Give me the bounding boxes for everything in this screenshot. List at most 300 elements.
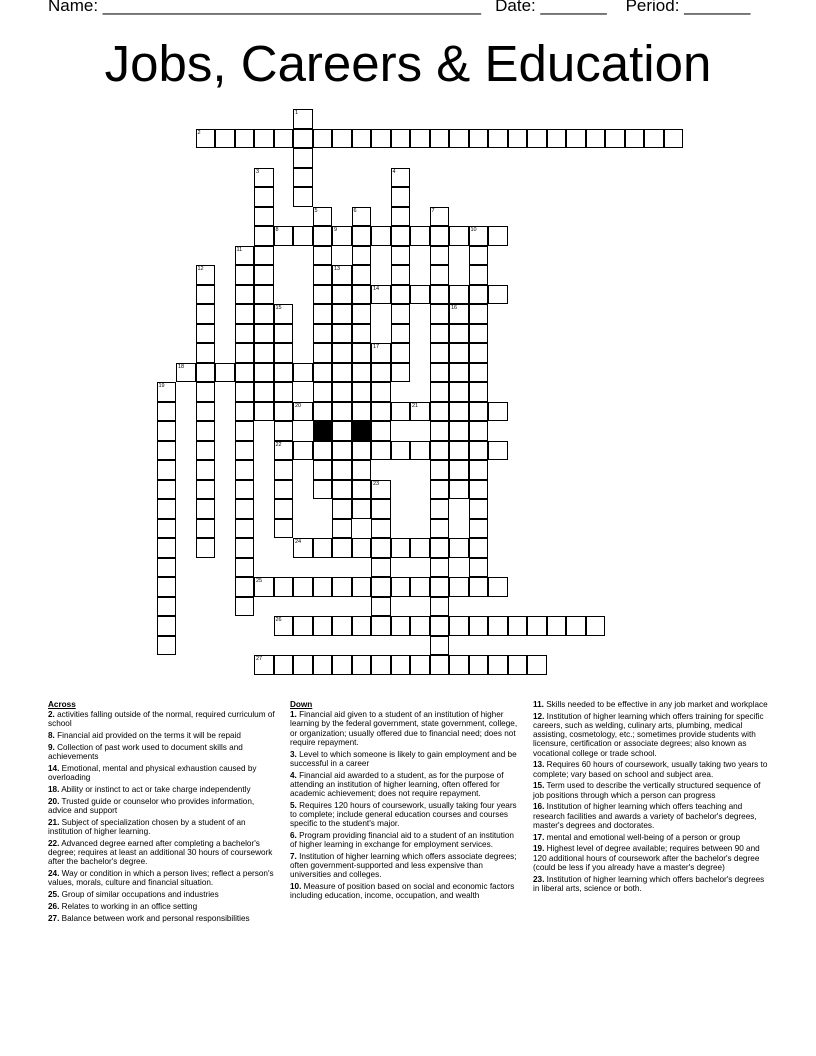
clue-number: 12 bbox=[197, 266, 204, 272]
crossword-cell[interactable] bbox=[527, 655, 547, 675]
crossword-cell[interactable] bbox=[274, 499, 294, 519]
crossword-cell[interactable] bbox=[391, 168, 411, 188]
crossword-cell[interactable] bbox=[391, 538, 411, 558]
crossword-cell[interactable] bbox=[293, 616, 313, 636]
crossword-cell[interactable] bbox=[430, 616, 450, 636]
crossword-cell[interactable] bbox=[469, 616, 489, 636]
clue-text: Trusted guide or counselor who provides information, advice and support bbox=[48, 796, 255, 815]
crossword-cell[interactable] bbox=[254, 226, 274, 246]
crossword-cell[interactable] bbox=[547, 616, 567, 636]
crossword-cell[interactable] bbox=[196, 324, 216, 344]
crossword-cell[interactable] bbox=[157, 636, 177, 656]
crossword-cell[interactable] bbox=[196, 304, 216, 324]
crossword-cell[interactable] bbox=[196, 441, 216, 461]
crossword-cell[interactable] bbox=[469, 363, 489, 383]
crossword-cell[interactable] bbox=[332, 499, 352, 519]
crossword-cell[interactable] bbox=[313, 304, 333, 324]
crossword-cell[interactable] bbox=[371, 421, 391, 441]
crossword-cell[interactable] bbox=[274, 655, 294, 675]
crossword-cell[interactable] bbox=[430, 480, 450, 500]
clue-number-label: 27. bbox=[48, 913, 60, 923]
crossword-cell[interactable] bbox=[293, 538, 313, 558]
crossword-cell[interactable] bbox=[430, 285, 450, 305]
crossword-cell[interactable] bbox=[274, 616, 294, 636]
crossword-cell[interactable] bbox=[254, 304, 274, 324]
crossword-cell[interactable] bbox=[352, 129, 372, 149]
crossword-cell[interactable] bbox=[430, 597, 450, 617]
crossword-cell[interactable] bbox=[449, 577, 469, 597]
crossword-cell[interactable] bbox=[449, 655, 469, 675]
crossword-cell[interactable] bbox=[664, 129, 684, 149]
crossword-cell[interactable] bbox=[430, 655, 450, 675]
crossword-cell[interactable] bbox=[313, 655, 333, 675]
crossword-cell[interactable] bbox=[449, 129, 469, 149]
crossword-cell[interactable] bbox=[235, 519, 255, 539]
down-clue bbox=[533, 875, 769, 893]
crossword-cell[interactable] bbox=[196, 480, 216, 500]
crossword-cell[interactable] bbox=[410, 441, 430, 461]
crossword-cell[interactable] bbox=[352, 460, 372, 480]
crossword-cell[interactable] bbox=[391, 304, 411, 324]
crossword-cell[interactable] bbox=[371, 655, 391, 675]
crossword-cell[interactable] bbox=[352, 363, 372, 383]
crossword-cell[interactable] bbox=[566, 129, 586, 149]
crossword-cell[interactable] bbox=[235, 363, 255, 383]
crossword-cell[interactable] bbox=[157, 597, 177, 617]
crossword-cell[interactable] bbox=[196, 265, 216, 285]
crossword-cell[interactable] bbox=[196, 538, 216, 558]
crossword-cell[interactable] bbox=[488, 285, 508, 305]
crossword-cell[interactable] bbox=[352, 402, 372, 422]
crossword-cell[interactable] bbox=[196, 382, 216, 402]
crossword-cell[interactable] bbox=[352, 304, 372, 324]
crossword-cell[interactable] bbox=[274, 519, 294, 539]
clue-number-label: 13. bbox=[533, 760, 545, 770]
crossword-cell[interactable] bbox=[352, 285, 372, 305]
crossword-cell[interactable] bbox=[313, 538, 333, 558]
crossword-cell[interactable] bbox=[215, 129, 235, 149]
crossword-cell[interactable] bbox=[196, 343, 216, 363]
crossword-cell[interactable] bbox=[196, 402, 216, 422]
crossword-cell[interactable] bbox=[274, 363, 294, 383]
crossword-cell[interactable] bbox=[274, 226, 294, 246]
crossword-cell[interactable] bbox=[274, 421, 294, 441]
crossword-cell[interactable] bbox=[332, 402, 352, 422]
crossword-cell[interactable] bbox=[235, 324, 255, 344]
crossword-cell[interactable] bbox=[488, 616, 508, 636]
crossword-cell[interactable] bbox=[449, 343, 469, 363]
crossword-cell[interactable] bbox=[352, 499, 372, 519]
crossword-cell[interactable] bbox=[605, 129, 625, 149]
crossword-cell[interactable] bbox=[196, 285, 216, 305]
crossword-cell[interactable] bbox=[527, 616, 547, 636]
crossword-cell[interactable] bbox=[371, 441, 391, 461]
crossword-cell[interactable] bbox=[410, 226, 430, 246]
crossword-cell[interactable] bbox=[410, 402, 430, 422]
crossword-cell[interactable] bbox=[313, 441, 333, 461]
crossword-cell[interactable] bbox=[235, 538, 255, 558]
crossword-cell[interactable] bbox=[313, 577, 333, 597]
crossword-cell[interactable] bbox=[469, 519, 489, 539]
crossword-cell[interactable] bbox=[488, 129, 508, 149]
crossword-cell[interactable] bbox=[391, 402, 411, 422]
crossword-cell[interactable] bbox=[449, 421, 469, 441]
crossword-cell[interactable] bbox=[332, 577, 352, 597]
crossword-cell[interactable] bbox=[469, 246, 489, 266]
crossword-cell[interactable] bbox=[157, 538, 177, 558]
crossword-cell[interactable] bbox=[488, 655, 508, 675]
crossword-cell[interactable] bbox=[196, 460, 216, 480]
crossword-cell[interactable] bbox=[469, 129, 489, 149]
crossword-cell[interactable] bbox=[469, 577, 489, 597]
crossword-cell[interactable] bbox=[332, 324, 352, 344]
crossword-cell[interactable] bbox=[371, 129, 391, 149]
crossword-cell[interactable] bbox=[371, 558, 391, 578]
crossword-cell[interactable] bbox=[293, 187, 313, 207]
crossword-cell[interactable] bbox=[371, 577, 391, 597]
crossword-cell[interactable] bbox=[332, 304, 352, 324]
crossword-cell[interactable] bbox=[352, 382, 372, 402]
crossword-cell[interactable] bbox=[293, 109, 313, 129]
crossword-cell[interactable] bbox=[254, 168, 274, 188]
crossword-cell[interactable] bbox=[254, 655, 274, 675]
crossword-cell[interactable] bbox=[371, 499, 391, 519]
crossword-cell[interactable] bbox=[332, 129, 352, 149]
crossword-cell[interactable] bbox=[196, 421, 216, 441]
crossword-cell[interactable] bbox=[488, 441, 508, 461]
crossword-cell[interactable] bbox=[469, 558, 489, 578]
crossword-cell[interactable] bbox=[430, 421, 450, 441]
crossword-cell[interactable] bbox=[235, 577, 255, 597]
crossword-cell[interactable] bbox=[488, 226, 508, 246]
crossword-cell[interactable] bbox=[410, 655, 430, 675]
crossword-cell[interactable] bbox=[235, 382, 255, 402]
crossword-cell[interactable] bbox=[332, 363, 352, 383]
crossword-cell[interactable] bbox=[430, 226, 450, 246]
crossword-cell[interactable] bbox=[469, 480, 489, 500]
crossword-cell[interactable] bbox=[469, 226, 489, 246]
clue-text: Institution of higher learning which offers teaching and research facilities and awards a variety of bachelor's degrees, master's degrees and doctorates. bbox=[533, 802, 757, 830]
crossword-cell[interactable] bbox=[449, 480, 469, 500]
crossword-cell[interactable] bbox=[293, 655, 313, 675]
crossword-cell[interactable] bbox=[332, 538, 352, 558]
crossword-cell[interactable] bbox=[449, 304, 469, 324]
clue-text: Financial aid awarded to a student, as for the purpose of attending an institution of higher learning, often offered for academic achievement; does not require repayment. bbox=[290, 770, 504, 799]
crossword-cell[interactable] bbox=[274, 129, 294, 149]
crossword-cell[interactable] bbox=[391, 655, 411, 675]
crossword-cell[interactable] bbox=[469, 382, 489, 402]
crossword-cell[interactable] bbox=[293, 577, 313, 597]
crossword-cell[interactable] bbox=[274, 460, 294, 480]
crossword-cell[interactable] bbox=[527, 129, 547, 149]
crossword-cell[interactable] bbox=[313, 382, 333, 402]
crossword-cell[interactable] bbox=[235, 597, 255, 617]
crossword-cell[interactable] bbox=[254, 402, 274, 422]
crossword-cell[interactable] bbox=[235, 343, 255, 363]
crossword-cell[interactable] bbox=[157, 441, 177, 461]
crossword-cell[interactable] bbox=[254, 265, 274, 285]
crossword-cell[interactable] bbox=[196, 363, 216, 383]
crossword-cell[interactable] bbox=[254, 187, 274, 207]
crossword-cell[interactable] bbox=[313, 363, 333, 383]
crossword-cell[interactable] bbox=[371, 285, 391, 305]
crossword-cell[interactable] bbox=[391, 129, 411, 149]
crossword-cell[interactable] bbox=[586, 616, 606, 636]
crossword-cell[interactable] bbox=[157, 460, 177, 480]
crossword-cell[interactable] bbox=[352, 538, 372, 558]
crossword-cell[interactable] bbox=[352, 616, 372, 636]
crossword-cell[interactable] bbox=[469, 460, 489, 480]
crossword-cell[interactable] bbox=[469, 285, 489, 305]
clue-number-label: 14. bbox=[48, 764, 60, 773]
crossword-cell[interactable] bbox=[449, 402, 469, 422]
crossword-cell[interactable] bbox=[254, 382, 274, 402]
crossword-cell[interactable] bbox=[430, 441, 450, 461]
crossword-cell[interactable] bbox=[313, 343, 333, 363]
crossword-cell[interactable] bbox=[274, 324, 294, 344]
crossword-cell[interactable] bbox=[469, 655, 489, 675]
crossword-cell[interactable] bbox=[566, 616, 586, 636]
crossword-cell[interactable] bbox=[196, 129, 216, 149]
crossword-cell[interactable] bbox=[410, 577, 430, 597]
crossword-cell[interactable] bbox=[469, 324, 489, 344]
crossword-cell[interactable] bbox=[313, 480, 333, 500]
crossword-cell[interactable] bbox=[157, 616, 177, 636]
crossword-cell[interactable] bbox=[157, 558, 177, 578]
crossword-cell[interactable] bbox=[391, 246, 411, 266]
crossword-cell[interactable] bbox=[449, 382, 469, 402]
crossword-cell[interactable] bbox=[313, 207, 333, 227]
crossword-cell[interactable] bbox=[352, 343, 372, 363]
crossword-cell[interactable] bbox=[430, 324, 450, 344]
crossword-cell[interactable] bbox=[430, 382, 450, 402]
crossword-cell[interactable] bbox=[469, 265, 489, 285]
crossword-cell[interactable] bbox=[235, 129, 255, 149]
crossword-cell[interactable] bbox=[449, 460, 469, 480]
crossword-cell[interactable] bbox=[547, 129, 567, 149]
crossword-cell[interactable] bbox=[332, 460, 352, 480]
crossword-cell[interactable] bbox=[274, 382, 294, 402]
crossword-cell[interactable] bbox=[352, 441, 372, 461]
crossword-cell[interactable] bbox=[235, 499, 255, 519]
crossword-cell[interactable] bbox=[449, 285, 469, 305]
crossword-cell[interactable] bbox=[332, 655, 352, 675]
crossword-cell[interactable] bbox=[430, 636, 450, 656]
crossword-cell[interactable] bbox=[157, 421, 177, 441]
crossword-cell[interactable] bbox=[313, 265, 333, 285]
crossword-cell[interactable] bbox=[391, 265, 411, 285]
crossword-cell[interactable] bbox=[274, 577, 294, 597]
crossword-cell[interactable] bbox=[157, 519, 177, 539]
crossword-cell[interactable] bbox=[449, 363, 469, 383]
crossword-cell[interactable] bbox=[449, 226, 469, 246]
crossword-cell[interactable] bbox=[293, 129, 313, 149]
crossword-cell[interactable] bbox=[235, 460, 255, 480]
crossword-cell[interactable] bbox=[469, 402, 489, 422]
crossword-cell[interactable] bbox=[371, 519, 391, 539]
crossword-cell[interactable] bbox=[352, 577, 372, 597]
clue-text: Program providing financial aid to a student of an institution of higher learning in exchange for employment services. bbox=[290, 831, 514, 850]
crossword-cell[interactable] bbox=[469, 421, 489, 441]
crossword-cell[interactable] bbox=[157, 499, 177, 519]
crossword-cell[interactable] bbox=[449, 441, 469, 461]
crossword-cell[interactable] bbox=[254, 246, 274, 266]
crossword-cell[interactable] bbox=[313, 616, 333, 636]
crossword-cell[interactable] bbox=[449, 616, 469, 636]
crossword-cell[interactable] bbox=[235, 265, 255, 285]
crossword-cell[interactable] bbox=[391, 363, 411, 383]
crossword-cell[interactable] bbox=[391, 285, 411, 305]
crossword-cell[interactable] bbox=[371, 226, 391, 246]
crossword-cell[interactable] bbox=[196, 519, 216, 539]
crossword-cell[interactable] bbox=[215, 363, 235, 383]
crossword-cell[interactable] bbox=[332, 421, 352, 441]
crossword-cell[interactable] bbox=[352, 207, 372, 227]
crossword-cell[interactable] bbox=[430, 363, 450, 383]
crossword-cell[interactable] bbox=[274, 304, 294, 324]
crossword-cell[interactable] bbox=[391, 187, 411, 207]
crossword-cell[interactable] bbox=[391, 324, 411, 344]
crossword-cell[interactable] bbox=[391, 616, 411, 636]
crossword-cell[interactable] bbox=[352, 480, 372, 500]
crossword-cell[interactable] bbox=[430, 577, 450, 597]
crossword-cell[interactable] bbox=[157, 402, 177, 422]
crossword-cell[interactable] bbox=[508, 655, 528, 675]
crossword-cell[interactable] bbox=[391, 226, 411, 246]
crossword-cell[interactable] bbox=[371, 402, 391, 422]
crossword-cell[interactable] bbox=[293, 226, 313, 246]
crossword-cell[interactable] bbox=[488, 402, 508, 422]
crossword-cell[interactable] bbox=[293, 148, 313, 168]
crossword-cell[interactable] bbox=[352, 324, 372, 344]
crossword-cell[interactable] bbox=[371, 616, 391, 636]
crossword-cell[interactable] bbox=[235, 285, 255, 305]
crossword-cell[interactable] bbox=[313, 246, 333, 266]
crossword-cell[interactable] bbox=[274, 343, 294, 363]
crossword-cell[interactable] bbox=[332, 265, 352, 285]
crossword-cell[interactable] bbox=[391, 441, 411, 461]
crossword-cell[interactable] bbox=[313, 285, 333, 305]
crossword-cell[interactable] bbox=[235, 402, 255, 422]
crossword-cell[interactable] bbox=[293, 363, 313, 383]
crossword-cell[interactable] bbox=[254, 207, 274, 227]
crossword-cell[interactable] bbox=[352, 265, 372, 285]
crossword-cell[interactable] bbox=[410, 538, 430, 558]
crossword-cell[interactable] bbox=[293, 441, 313, 461]
crossword-cell[interactable] bbox=[430, 402, 450, 422]
crossword-cell[interactable] bbox=[235, 558, 255, 578]
crossword-cell[interactable] bbox=[352, 246, 372, 266]
crossword-cell[interactable] bbox=[157, 577, 177, 597]
crossword-cell[interactable] bbox=[235, 246, 255, 266]
crossword-cell[interactable] bbox=[352, 655, 372, 675]
crossword-cell[interactable] bbox=[313, 460, 333, 480]
crossword-cell[interactable] bbox=[371, 538, 391, 558]
crossword-cell[interactable] bbox=[293, 402, 313, 422]
crossword-cell[interactable] bbox=[586, 129, 606, 149]
crossword-cell[interactable] bbox=[508, 616, 528, 636]
crossword-cell[interactable] bbox=[371, 343, 391, 363]
crossword-cell[interactable] bbox=[254, 577, 274, 597]
crossword-cell[interactable] bbox=[371, 382, 391, 402]
crossword-cell[interactable] bbox=[274, 441, 294, 461]
crossword-cell[interactable] bbox=[371, 597, 391, 617]
crossword-cell[interactable] bbox=[274, 402, 294, 422]
crossword-cell[interactable] bbox=[157, 480, 177, 500]
crossword-cell[interactable] bbox=[254, 324, 274, 344]
crossword-cell[interactable] bbox=[332, 519, 352, 539]
crossword-cell[interactable] bbox=[430, 207, 450, 227]
crossword-cell[interactable] bbox=[313, 226, 333, 246]
crossword-cell[interactable] bbox=[391, 207, 411, 227]
crossword-cell[interactable] bbox=[196, 499, 216, 519]
crossword-cell[interactable] bbox=[469, 441, 489, 461]
crossword-cell[interactable] bbox=[352, 226, 372, 246]
crossword-cell[interactable] bbox=[410, 616, 430, 636]
crossword-cell[interactable] bbox=[274, 480, 294, 500]
crossword-cell[interactable] bbox=[508, 129, 528, 149]
crossword-cell[interactable] bbox=[332, 226, 352, 246]
crossword-cell[interactable] bbox=[332, 441, 352, 461]
crossword-cell[interactable] bbox=[430, 519, 450, 539]
crossword-cell[interactable] bbox=[254, 343, 274, 363]
crossword-cell[interactable] bbox=[430, 343, 450, 363]
crossword-cell[interactable] bbox=[313, 324, 333, 344]
crossword-cell[interactable] bbox=[235, 304, 255, 324]
crossword-cell[interactable] bbox=[332, 480, 352, 500]
crossword-cell[interactable] bbox=[430, 558, 450, 578]
crossword-cell[interactable] bbox=[644, 129, 664, 149]
crossword-cell[interactable] bbox=[488, 577, 508, 597]
crossword-cell[interactable] bbox=[235, 480, 255, 500]
crossword-cell[interactable] bbox=[391, 343, 411, 363]
crossword-cell[interactable] bbox=[469, 538, 489, 558]
crossword-cell[interactable] bbox=[469, 304, 489, 324]
crossword-cell[interactable] bbox=[430, 499, 450, 519]
crossword-cell[interactable] bbox=[254, 285, 274, 305]
crossword-cell[interactable] bbox=[371, 480, 391, 500]
crossword-cell[interactable] bbox=[332, 343, 352, 363]
crossword-cell[interactable] bbox=[430, 129, 450, 149]
crossword-cell[interactable] bbox=[176, 363, 196, 383]
crossword-cell[interactable] bbox=[313, 129, 333, 149]
crossword-cell[interactable] bbox=[469, 343, 489, 363]
crossword-cell[interactable] bbox=[391, 577, 411, 597]
crossword-cell[interactable] bbox=[157, 382, 177, 402]
crossword-cell[interactable] bbox=[430, 304, 450, 324]
crossword-cell[interactable] bbox=[293, 168, 313, 188]
crossword-cell[interactable] bbox=[449, 538, 469, 558]
crossword-cell[interactable] bbox=[449, 324, 469, 344]
crossword-cell[interactable] bbox=[235, 441, 255, 461]
crossword-cell[interactable] bbox=[235, 421, 255, 441]
crossword-cell[interactable] bbox=[254, 129, 274, 149]
crossword-cell[interactable] bbox=[430, 265, 450, 285]
crossword-cell[interactable] bbox=[410, 129, 430, 149]
crossword-cell[interactable] bbox=[430, 246, 450, 266]
crossword-cell[interactable] bbox=[254, 363, 274, 383]
crossword-cell[interactable] bbox=[625, 129, 645, 149]
crossword-cell[interactable] bbox=[313, 402, 333, 422]
crossword-cell[interactable] bbox=[430, 460, 450, 480]
crossword-cell[interactable] bbox=[371, 363, 391, 383]
crossword-cell[interactable] bbox=[469, 499, 489, 519]
crossword-cell[interactable] bbox=[332, 616, 352, 636]
crossword-cell[interactable] bbox=[332, 285, 352, 305]
crossword-cell[interactable] bbox=[430, 538, 450, 558]
crossword-cell[interactable] bbox=[332, 382, 352, 402]
crossword-cell[interactable] bbox=[410, 285, 430, 305]
